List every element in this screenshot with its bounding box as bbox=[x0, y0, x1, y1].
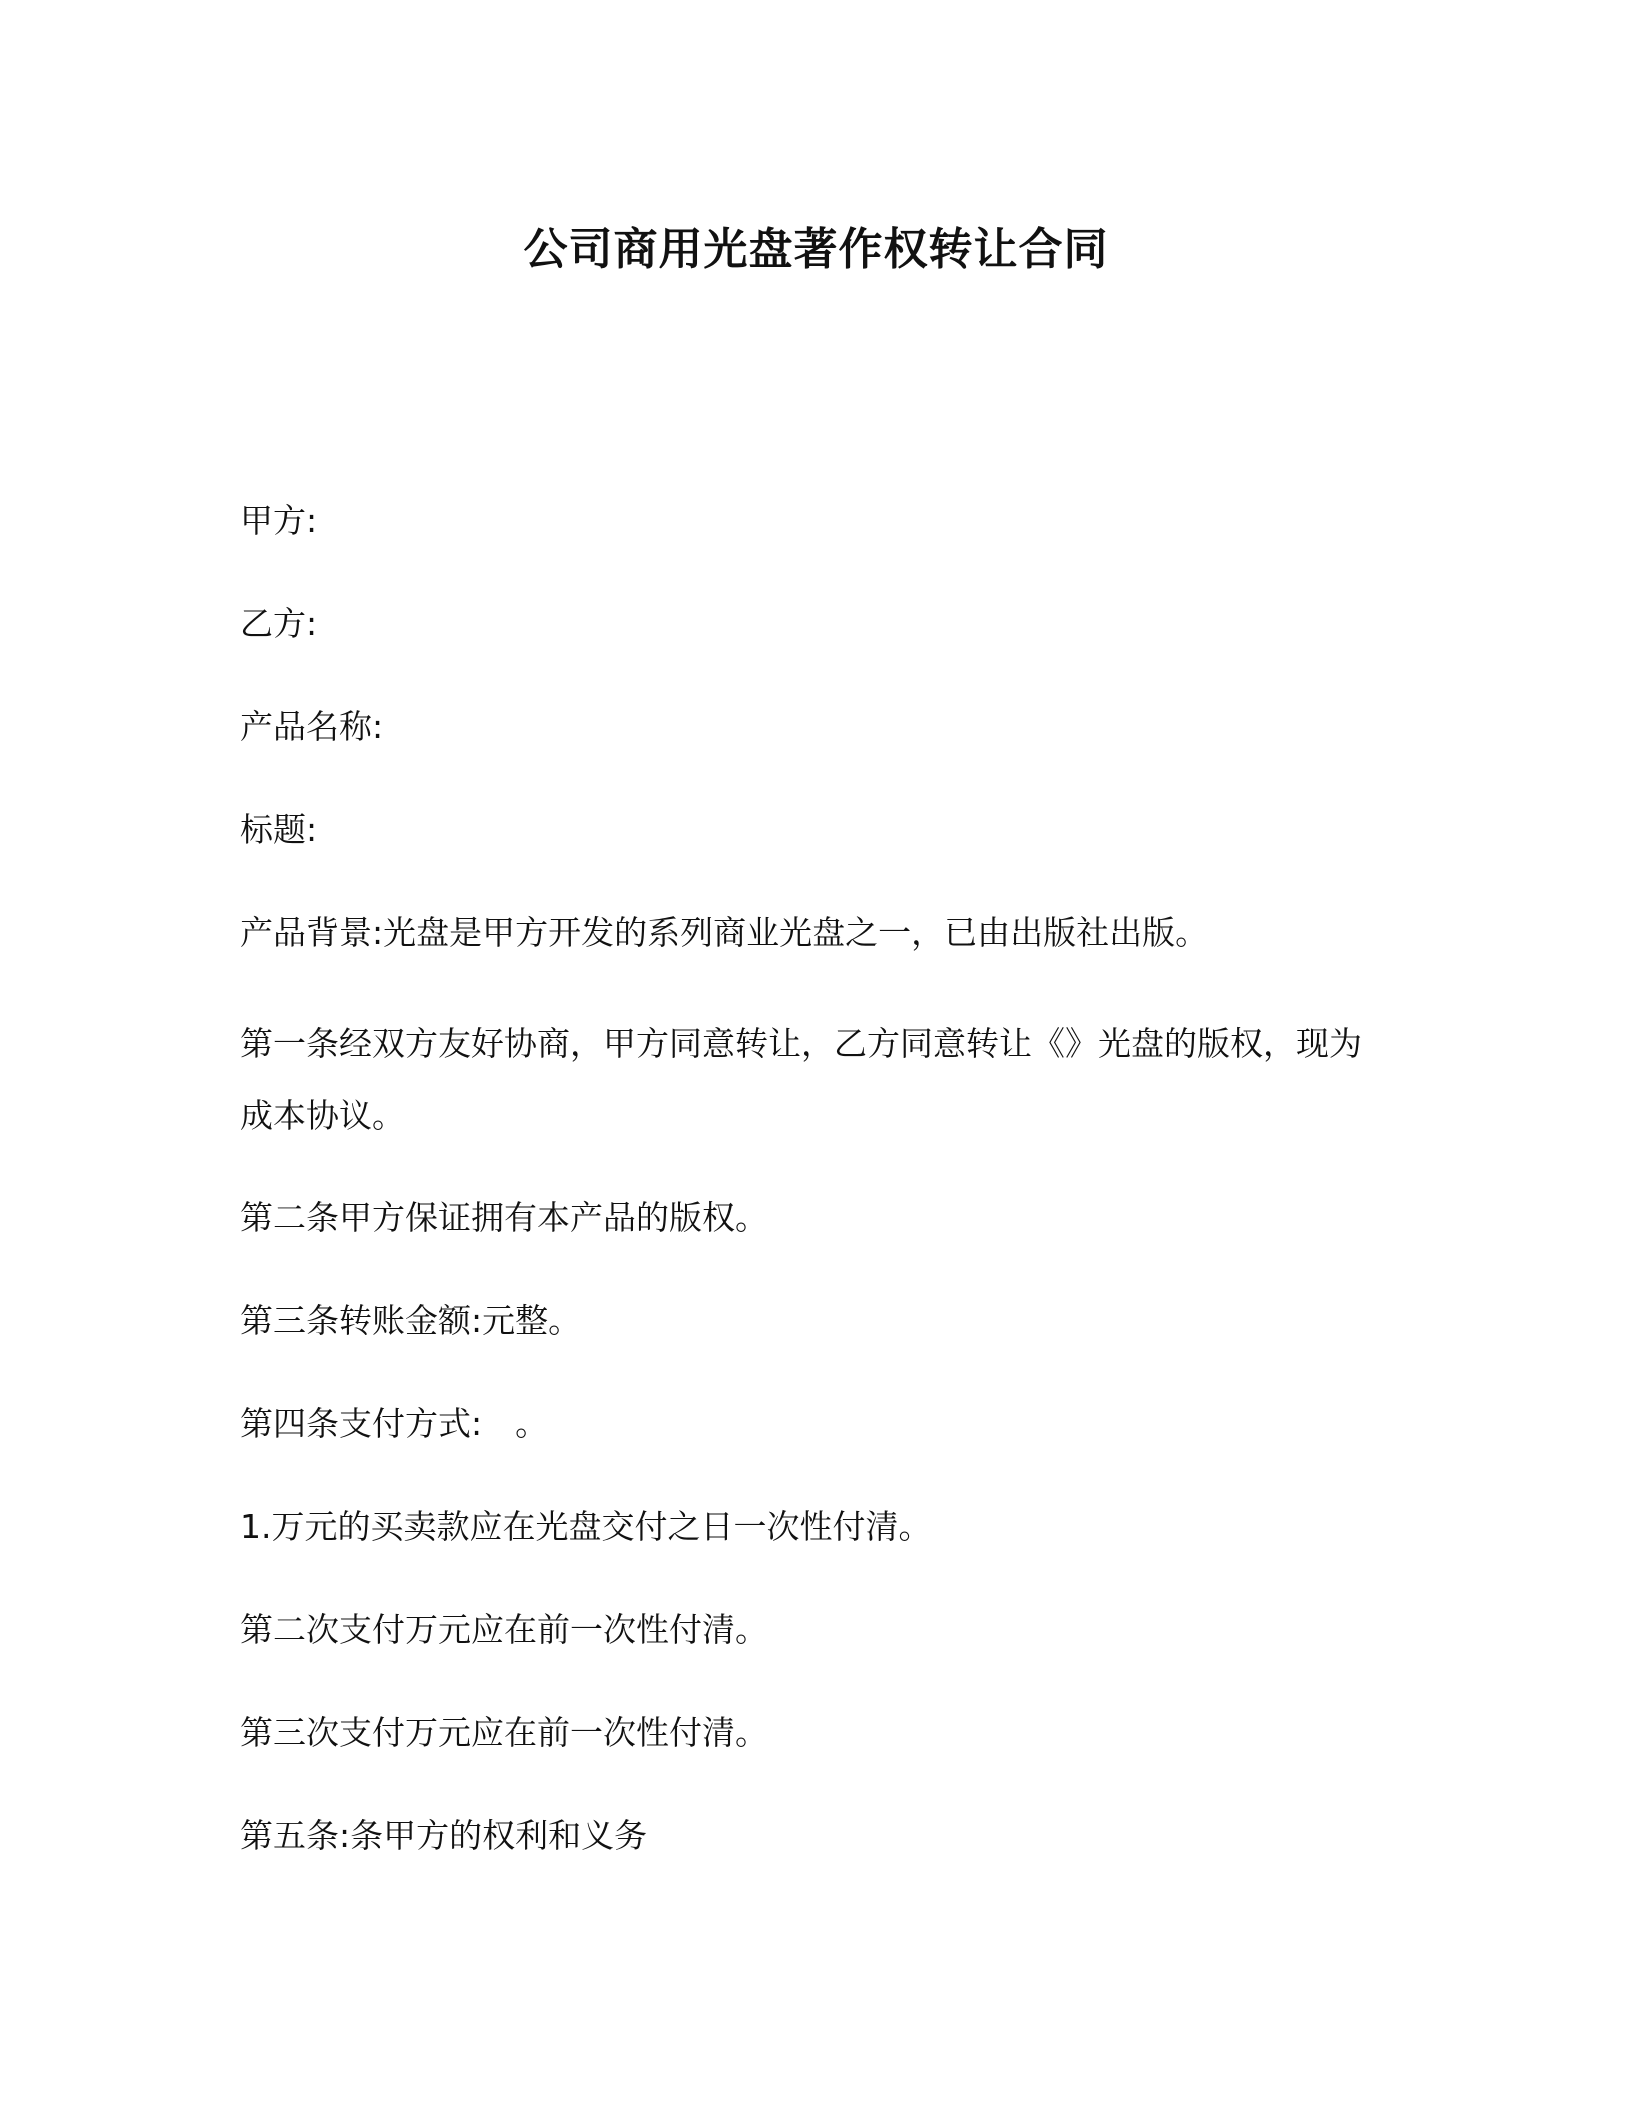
product-name-label: 产品名称: bbox=[240, 707, 384, 746]
payment-item-3-paragraph: 第三次支付万元应在前一次性付清。 bbox=[240, 1713, 768, 1752]
article-4-paragraph: 第四条支付方式: 。 bbox=[240, 1404, 549, 1443]
payment-item-1-paragraph: 1.万元的买卖款应在光盘交付之日一次性付清。 bbox=[240, 1507, 932, 1546]
product-background-paragraph: 产品背景:光盘是甲方开发的系列商业光盘之一，已由出版社出版。 bbox=[240, 913, 1209, 952]
article-2-paragraph: 第二条甲方保证拥有本产品的版权。 bbox=[240, 1198, 768, 1237]
article-3-paragraph: 第三条转账金额:元整。 bbox=[240, 1301, 582, 1340]
article-1-paragraph: 第一条经双方友好协商，甲方同意转让，乙方同意转让《》光盘的版权，现为成本协议。 bbox=[240, 1024, 1362, 1135]
payment-item-2-paragraph: 第二次支付万元应在前一次性付清。 bbox=[240, 1610, 768, 1649]
heading-label: 标题: bbox=[240, 810, 318, 849]
party-a-label: 甲方: bbox=[240, 501, 318, 540]
article-5-paragraph: 第五条:条甲方的权利和义务 bbox=[240, 1816, 648, 1855]
document-body bbox=[240, 493, 1370, 1911]
document-title: 公司商用光盘著作权转让合同 bbox=[523, 224, 1109, 275]
party-b-label: 乙方: bbox=[240, 604, 318, 643]
